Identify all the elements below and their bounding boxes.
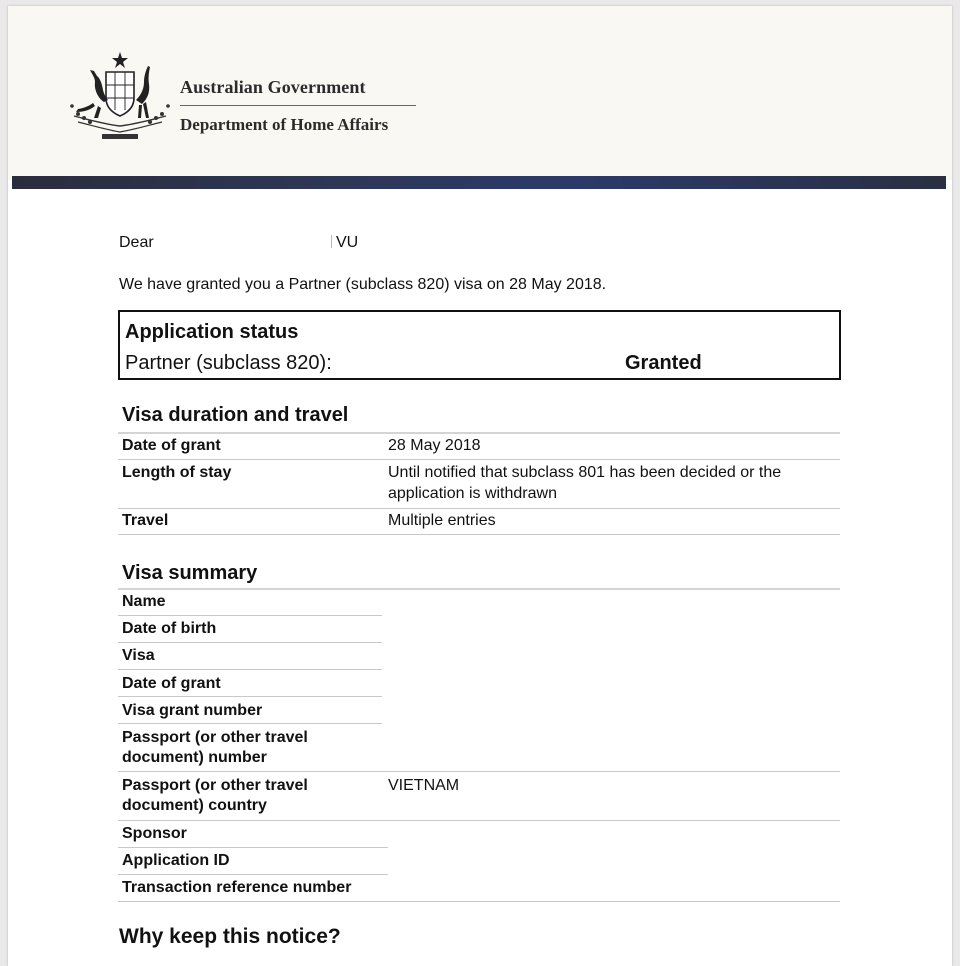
department-name: Department of Home Affairs (180, 115, 389, 134)
row-label: Travel (122, 512, 169, 529)
row-value: Until notified that subclass 801 has been decided or the application is withdrawn (388, 464, 782, 502)
status-label: Partner (subclass 820): (125, 352, 332, 374)
row-label: Sponsor (122, 825, 187, 842)
row-value: Multiple entries (388, 512, 496, 529)
table-rule (118, 432, 840, 434)
table-rule (118, 588, 840, 590)
coat-of-arms-icon (64, 50, 176, 142)
recipient-name (331, 232, 358, 254)
row-label: Date of grant (122, 675, 221, 692)
row-value: VIETNAM (388, 777, 460, 794)
table-rule (118, 820, 840, 821)
table-rule (118, 771, 840, 772)
table-rule (118, 615, 382, 616)
visa-duration-heading: Visa duration and travel (122, 404, 349, 426)
organization-divider (180, 105, 416, 106)
row-value: 28 May 2018 (388, 437, 481, 454)
row-label: Name (122, 593, 166, 610)
row-label: Date of grant (122, 437, 221, 454)
table-rule (118, 696, 382, 697)
table-rule (118, 669, 382, 670)
table-rule (118, 847, 388, 848)
visa-summary-heading: Visa summary (122, 562, 258, 584)
application-status-box (118, 310, 841, 380)
recipient-surname: VU (336, 234, 359, 251)
table-rule (118, 642, 382, 643)
table-rule (118, 459, 840, 460)
row-label: Passport (or other travel document) country (122, 777, 308, 814)
row-label: Date of birth (122, 620, 217, 637)
row-label: Visa (122, 647, 155, 664)
organization-name: Australian Government (180, 77, 366, 97)
row-label: Visa grant number (122, 702, 263, 719)
letterhead (8, 6, 952, 180)
salutation (119, 232, 359, 254)
row-label: Transaction reference number (122, 879, 352, 896)
row-label: Application ID (122, 852, 230, 869)
salutation-text: Dear (119, 234, 154, 251)
row-label: Passport (or other travel document) number (122, 729, 308, 766)
visa-grant-notice (8, 6, 952, 966)
table-rule (118, 901, 840, 902)
why-keep-heading: Why keep this notice? (119, 925, 341, 948)
table-rule (118, 534, 840, 535)
grant-statement: We have granted you a Partner (subclass 820) visa on 28 May 2018. (119, 276, 607, 293)
organization-block (180, 74, 416, 137)
letterhead-bar (12, 176, 946, 189)
row-label: Length of stay (122, 464, 232, 481)
table-rule (118, 874, 388, 875)
status-title: Application status (125, 321, 299, 343)
table-rule (118, 723, 382, 724)
status-value: Granted (625, 352, 702, 374)
table-rule (118, 508, 840, 509)
